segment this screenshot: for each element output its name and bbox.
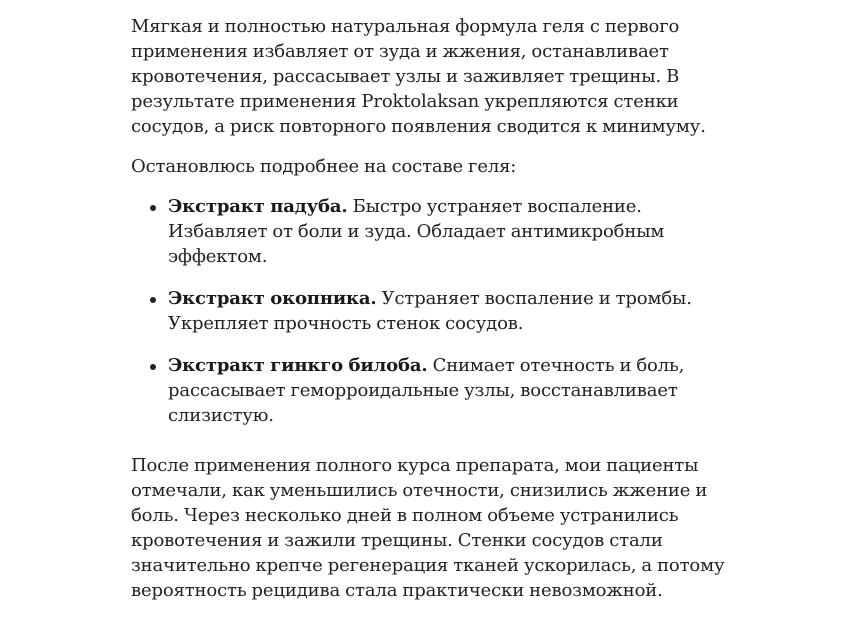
composition-intro: Остановлюсь подробнее на составе геля: — [131, 156, 517, 177]
bullet-icon — [150, 364, 156, 370]
ingredient-description: Быстро устраняет воспаление. Избавляет от боли и зуда. Обладает антимикробным эффектом. — [168, 196, 665, 267]
ingredient-description: Устраняет воспаление и тромбы. Укрепляет прочность стенок сосудов. — [168, 288, 692, 334]
article-body — [131, 14, 731, 603]
ingredient-description: Снимает отечность и боль, рассасывает геморроидальные узлы, восстанавливает слизистую. — [168, 355, 685, 426]
bullet-icon — [150, 205, 156, 211]
list-item — [131, 353, 731, 428]
ingredient-name: Экстракт гинкго билоба. — [168, 355, 428, 376]
ingredient-name: Экстракт окопника. — [168, 288, 377, 309]
ingredients-list — [131, 194, 731, 428]
bullet-icon — [150, 297, 156, 303]
list-item — [131, 286, 731, 336]
list-item — [131, 194, 731, 269]
closing-paragraph: После применения полного курса препарата, мои пациенты отмечали, как уменьшились отечности, снизились жжение и боль. Через несколько дней в полном объеме устранились кровотечения и зажили трещины. Стенки сосудов стали значительно крепче регенерация тканей ускорилась, а потому вероятность рецидива стала практически невозможной. — [131, 455, 725, 601]
ingredient-name: Экстракт падуба. — [168, 196, 348, 217]
intro-paragraph: Мягкая и полностью натуральная формула геля с первого применения избавляет от зуда и жжения, останавливает кровотечения, рассасывает узлы и заживляет трещины. В результате применения Proktolaksan укрепляются стенки сосудов, а риск повторного появления сводится к минимуму. — [131, 16, 706, 137]
